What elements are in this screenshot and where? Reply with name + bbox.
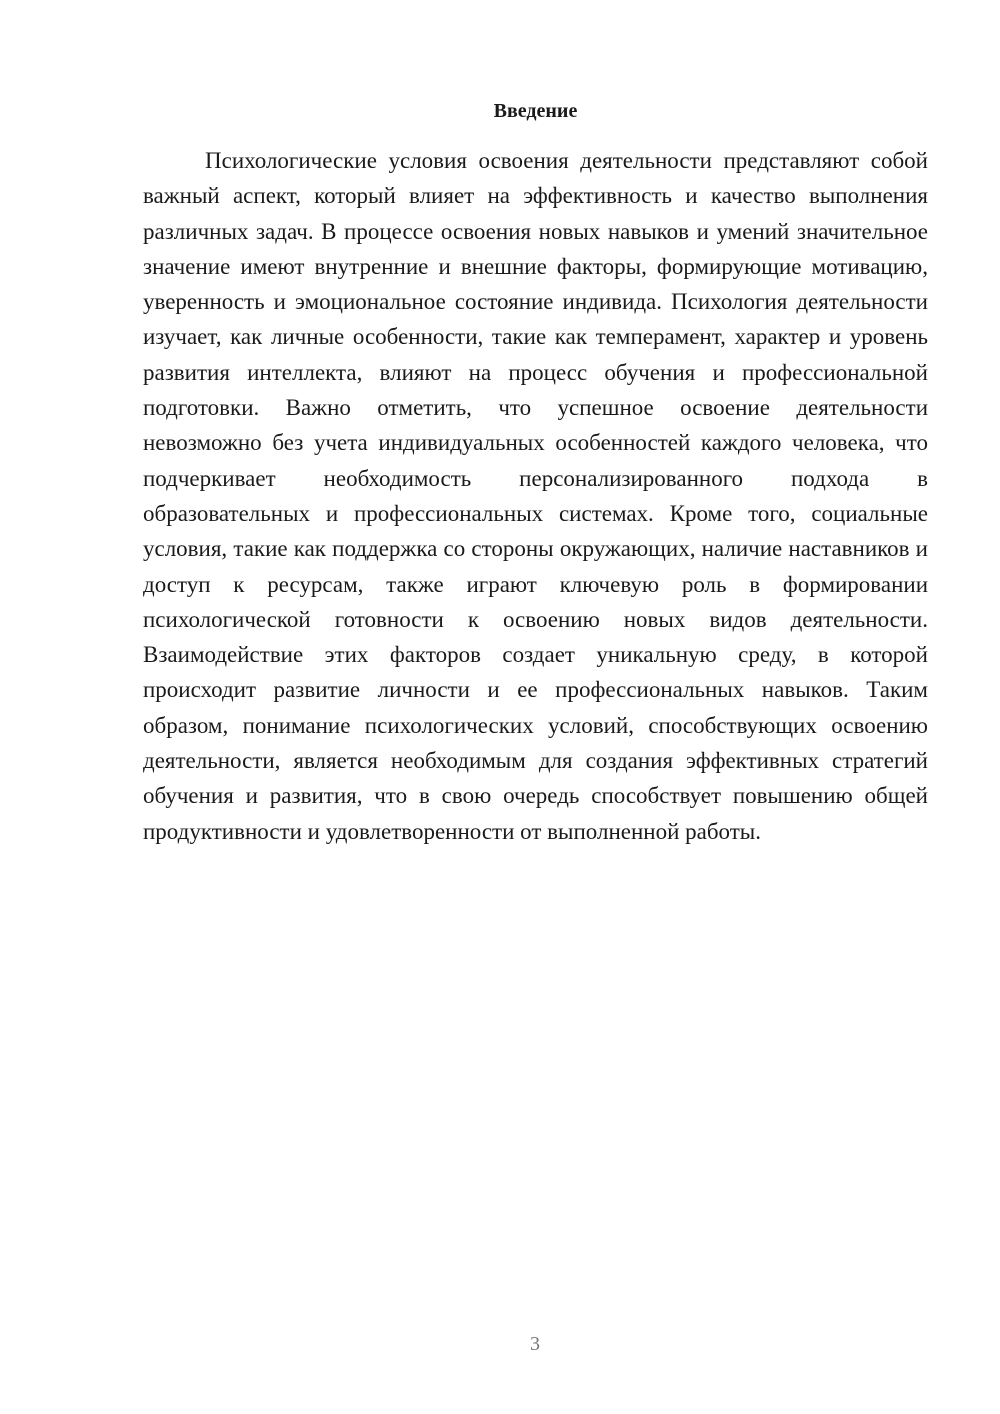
page-number: 3 <box>530 1333 540 1355</box>
body-paragraph: Психологические условия освоения деятельности представляют собой важный аспект, который влияет на эффективность и качество выполнения различных задач. В процессе освоения новых навыков и умений значительное значение имеют внутренние и внешние факторы, формирующие мотивацию, уверенность и эмоциональное состояние индивида. Психология деятельности изучает, как личные особенности, такие как темперамент, характер и уровень развития интеллекта, влияют на процесс обучения и профессиональной подготовки. Важно отметить, что успешное освоение деятельности невозможно без учета индивидуальных особенностей каждого человека, что подчеркивает необходимость персонализированного подхода в образовательных и профессиональных системах. Кроме того, социальные условия, такие как поддержка со стороны окружающих, наличие наставников и доступ к ресурсам, также играют ключевую роль в формировании психологической готовности к освоению новых видов деятельности. Взаимодействие этих факторов создает уникальную среду, в которой происходит развитие личности и ее профессиональных навыков. Таким образом, понимание психологических условий, способствующих освоению деятельности, является необходимым для создания эффективных стратегий обучения и развития, что в свою очередь способствует повышению общей продуктивности и удовлетворенности от выполненной работы. <box>143 148 928 844</box>
page-title: Введение <box>493 100 578 122</box>
